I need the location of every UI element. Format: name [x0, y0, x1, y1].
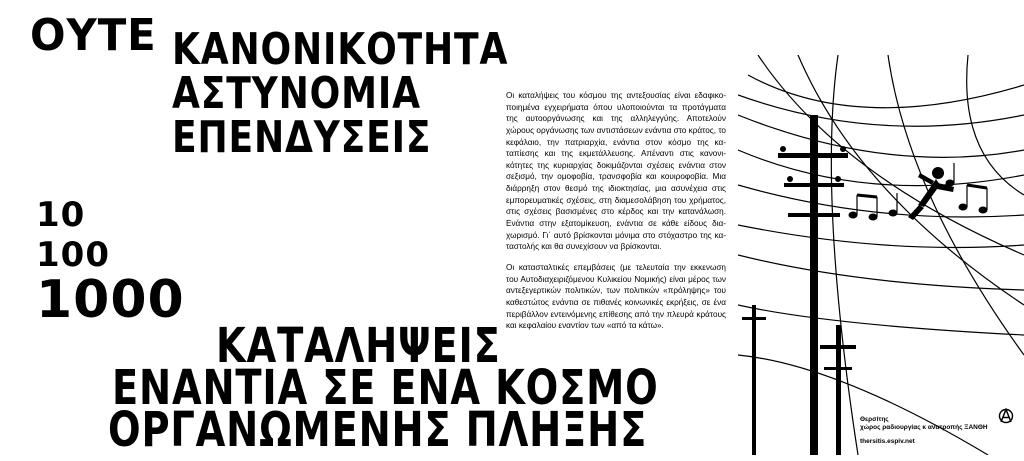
bottom-line-2: ΕΝΑΝΤΙΑ ΣΕ ΕΝΑ ΚΟΣΜΟ — [112, 360, 659, 416]
body-text — [506, 90, 726, 341]
number-10: 10 — [36, 195, 86, 235]
body-paragraph-1: Οι καταλήψεις του κόσμου της αντεξουσίας είναι εδαφικοποιημένα εγχειρήματα όπου υλοποιούνται τα προτάγματα της αυτοοργάνωσης και της αλληλεγγύης. Αποτελούν χώρους οργάνωσης των αντιστάσεων ενάντια στο κράτος, το κεφάλαιο, την πατριαρχία, ενάντια στον κόσμο της καταπίεσης και της εκμετάλλευσης. Απέναντι στις κανονικότητες της κυριαρχίας δοκιμάζονται σχέσεις ενάντια στον σεξισμό, την ομοφοβία, τρανσφοβία και κουιροφοβία. Μια διάρρηξη στον θεσμό της ιδιοκτησίας, μια ασυνέχεια στις εμπορευματικές σχέσεις, στη διαμεσολάβηση του χρήματος, στις σχέσεις βασισμένες στο κέρδος και την κατανάλωση. Ενάντια στην εξατομίκευση, ενάντια σε κάθε είδους διαχωρισμό. Γι΄ αυτό βρίσκονται μόνιμα στο στόχαστρο της καταστολής και θα συνεχίσουν να βρίσκονται. — [506, 91, 726, 252]
headline-line-1: ΚΑΝΟΝΙΚΟΤΗΤΑ — [172, 24, 509, 75]
credit-name: Θερσίτης — [860, 416, 889, 423]
headline-line-2: ΑΣΤΥΝΟΜΙΑ — [172, 68, 421, 119]
anarchy-circle-a-icon — [998, 408, 1014, 424]
headline-line-3: ΕΠΕΝΔΥΣΕΙΣ — [172, 112, 432, 163]
credit-description: χώρος ραδιουργίας κ ανατροπής ΞΑΝΘΗ — [860, 423, 988, 431]
power-lines-figure-illustration — [738, 55, 1024, 455]
body-paragraph-2: Οι κατασταλτικές επεμβάσεις (με τελευταία την εκκενωση του Αυτοδιαχειριζόμενου Κυλικείου Νομικής) είναι μέρος των αντεξεγερτικών πολιτικών, των πολιτικών «πρόληψης» του καθεστώτος ενάντια σε πιθανές κοινωνικές εκρήξεις, σε ένα περιβάλλον εντεινόμενης επίθεσης από την πλευρά κράτους και κεφαλαίου εναντίον των «από τα κάτω». — [506, 262, 726, 331]
headline-oyte: ΟΥΤΕ — [30, 10, 157, 61]
credit-block — [860, 416, 988, 432]
bottom-line-1: ΚΑΤΑΛΗΨΕΙΣ — [216, 318, 501, 374]
number-1000: 1000 — [36, 270, 185, 330]
credit-url[interactable]: thersitis.espiv.net — [860, 438, 915, 445]
bottom-line-3: ΟΡΓΑΝΩΜΕΝΗΣ ΠΛΗΞΗΣ — [108, 402, 648, 458]
number-100: 100 — [36, 235, 110, 275]
